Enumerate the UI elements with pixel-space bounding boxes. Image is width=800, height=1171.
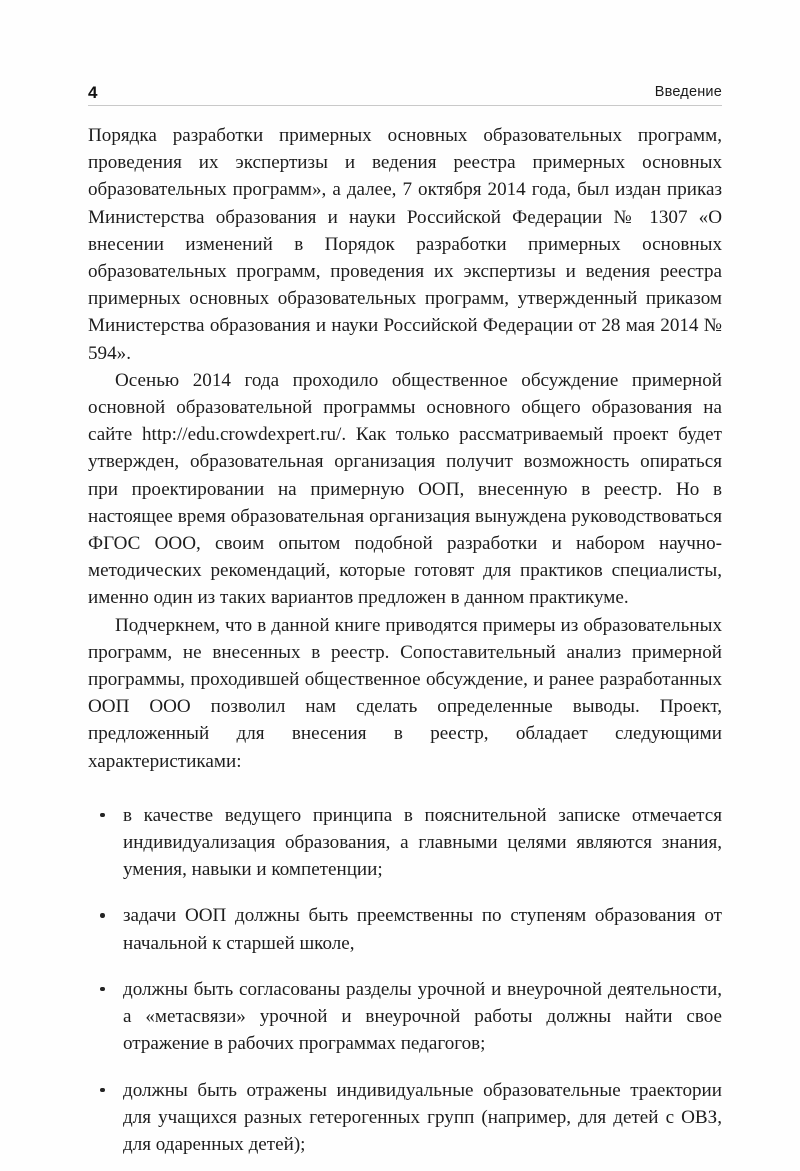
header-divider xyxy=(88,105,722,106)
characteristics-list xyxy=(88,802,722,1158)
list-item-text: в качестве ведущего принципа в пояснительной записке отмечается индивидуализация образования, а главными целями являются знания, умения, навыки и компетенции; xyxy=(123,804,722,881)
running-head xyxy=(88,76,722,102)
paragraph: Порядка разработки примерных основных образовательных программ, проведения их экспертизы и ведения реестра примерных основных образовательных программ», а далее, 7 октября 2014 года, был издан приказ Министерства образования и науки Российской Федерации № 1307 «О внесении изменений в Порядок разработки примерных основных образовательных программ, проведения их экспертизы и ведения реестра примерных основных образовательных программ, утвержденный приказом Министерства образования и науки Российской Федерации от 28 мая 2014 № 594». xyxy=(88,125,722,364)
bullet-icon xyxy=(100,813,105,818)
bullet-icon xyxy=(100,1088,105,1093)
list-item xyxy=(88,1077,722,1159)
list-item-text: должны быть согласованы разделы урочной и внеурочной деятельности, а «метасвязи» урочной и внеурочной работы должны найти свое отражение в рабочих программах педагогов; xyxy=(123,978,722,1055)
bullet-icon xyxy=(100,913,105,918)
running-head-title: Введение xyxy=(654,84,722,100)
page-number: 4 xyxy=(88,83,98,102)
list-item-text: задачи ООП должны быть преемственны по ступеням образования от начальной к старшей школе, xyxy=(123,905,722,954)
bullet-icon xyxy=(100,987,105,992)
list-item xyxy=(88,802,722,884)
list-item xyxy=(88,976,722,1058)
body-text-block xyxy=(88,122,722,1158)
paragraph: Осенью 2014 года проходило общественное обсуждение примерной основной образовательной программы основного общего образования на сайте http://edu.crowdexpert.ru/. Как только рассматриваемый проект будет утвержден, образовательная организация получит возможность опираться при проектировании на примерную ООП, внесенную в реестр. Но в настоящее время образовательная организация вынуждена руководствоваться ФГОС ООО, своим опытом подобной разработки и набором научно-методических рекомендаций, которые готовят для практиков специалисты, именно один из таких вариантов предложен в данном практикуме. xyxy=(88,369,722,609)
list-item xyxy=(88,902,722,956)
list-item-text: должны быть отражены индивидуальные образовательные траектории для учащихся разных гетерогенных групп (например, для детей с ОВЗ, для одаренных детей); xyxy=(123,1079,722,1155)
list-spacer xyxy=(88,775,722,783)
paragraph: Подчеркнем, что в данной книге приводятся примеры из образовательных программ, не внесенных в реестр. Сопоставительный анализ примерной программы, проходившей общественное обсуждение, и ранее разработанных ООП ООО позволил нам сделать определенные выводы. Проект, предложенный для внесения в реестр, обладает следующими характеристиками: xyxy=(88,614,722,772)
